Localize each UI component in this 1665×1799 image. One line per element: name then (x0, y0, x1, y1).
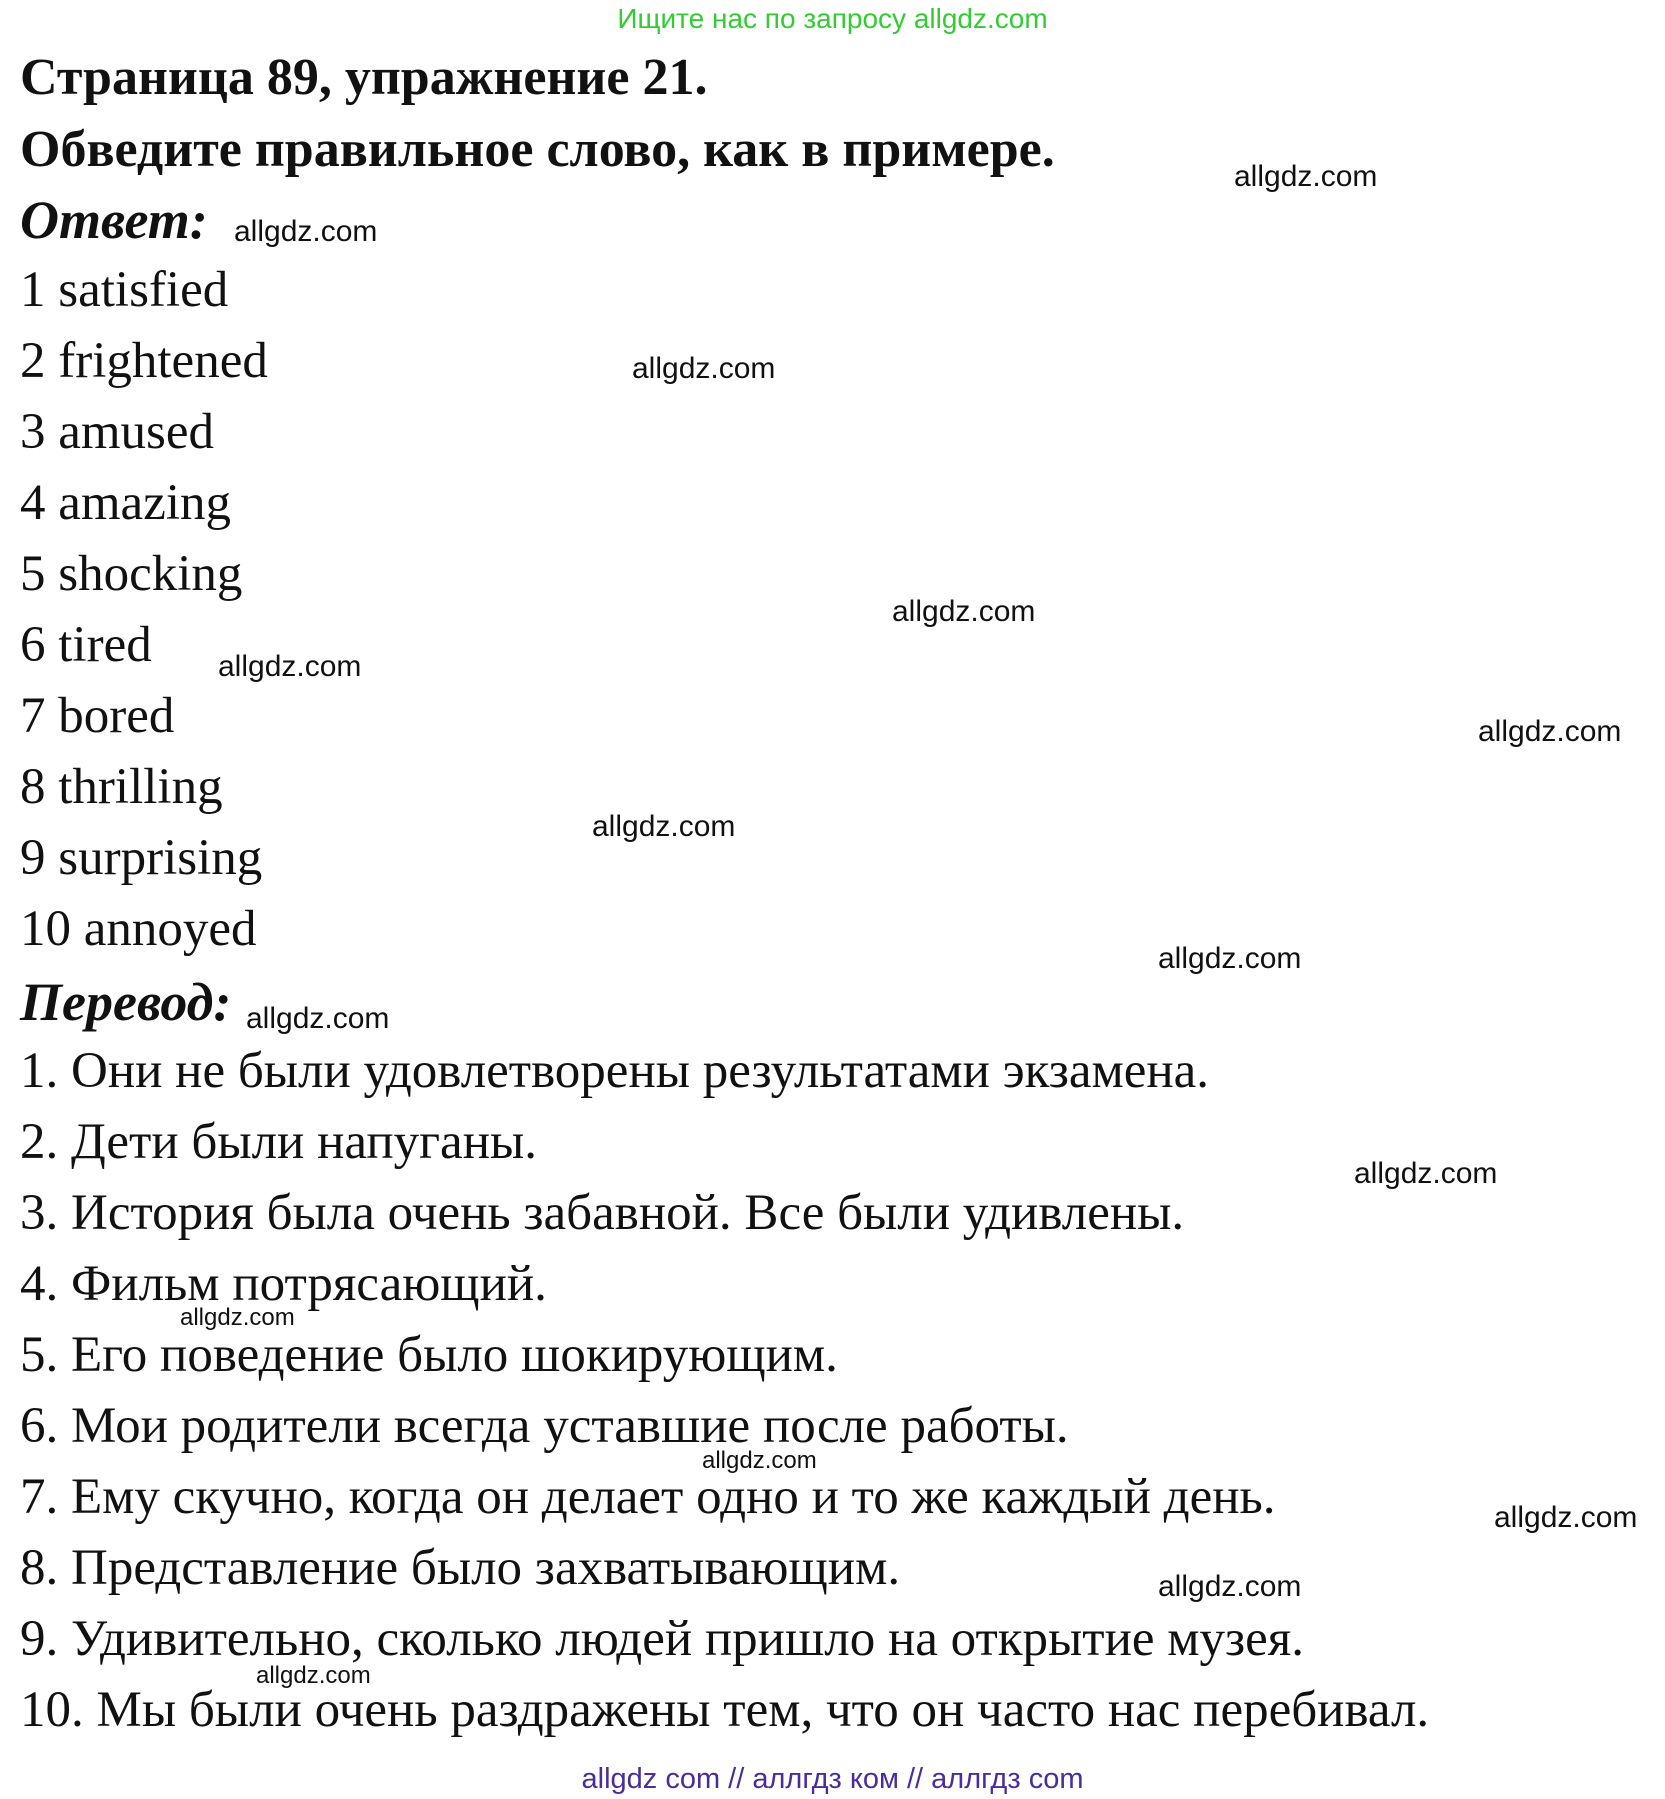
watermark: allgdz.com (892, 595, 1036, 628)
translation-item: 4. Фильм потрясающий. (20, 1256, 547, 1312)
page-title: Страница 89, упражнение 21. (20, 49, 708, 106)
translation-item: 3. История была очень забавной. Все были удивлены. (20, 1185, 1185, 1241)
watermark: allgdz.com (632, 352, 776, 385)
translation-item: 1. Они не были удовлетворены результатами экзамена. (20, 1043, 1210, 1099)
answer-heading: Ответ: (20, 190, 208, 250)
translation-heading: Перевод: (20, 972, 232, 1032)
translation-item: 6. Мои родители всегда уставшие после работы. (20, 1398, 1069, 1454)
watermark: allgdz.com (246, 1002, 390, 1035)
translation-item: 7. Ему скучно, когда он делает одно и то же каждый день. (20, 1469, 1276, 1525)
answer-item: 7 bored (20, 688, 175, 744)
translation-item: 2. Дети были напуганы. (20, 1114, 537, 1170)
watermark: allgdz.com (256, 1662, 371, 1689)
watermark: allgdz.com (234, 215, 378, 248)
top-banner: Ищите нас по запросу allgdz.com (617, 3, 1048, 34)
answer-item: 1 satisfied (20, 262, 229, 318)
watermark: allgdz.com (1494, 1501, 1638, 1534)
watermark: allgdz.com (1354, 1157, 1498, 1190)
answer-item: 8 thrilling (20, 759, 223, 815)
translation-item: 8. Представление было захватывающим. (20, 1540, 901, 1596)
watermark: allgdz.com (1234, 160, 1378, 193)
answer-item: 5 shocking (20, 546, 243, 602)
watermark: allgdz.com (702, 1447, 817, 1474)
footer: allgdz com // аллгдз ком // аллгдз com (581, 1763, 1084, 1795)
answer-item: 2 frightened (20, 333, 268, 389)
translation-item: 10. Мы были очень раздражены тем, что он часто нас перебивал. (20, 1682, 1430, 1738)
watermark: allgdz.com (1158, 942, 1302, 975)
answer-item: 10 annoyed (20, 901, 257, 957)
watermark: allgdz.com (1478, 715, 1622, 748)
translation-item: 5. Его поведение было шокирующим. (20, 1327, 838, 1383)
task-instruction: Обведите правильное слово, как в примере. (20, 121, 1055, 178)
watermark: allgdz.com (592, 810, 736, 843)
answer-item: 9 surprising (20, 830, 263, 886)
answer-item: 3 amused (20, 404, 215, 460)
watermark: allgdz.com (1158, 1570, 1302, 1603)
watermark: allgdz.com (218, 650, 362, 683)
translation-item: 9. Удивительно, сколько людей пришло на открытие музея. (20, 1611, 1305, 1667)
answer-item: 6 tired (20, 617, 152, 673)
watermark: allgdz.com (180, 1304, 295, 1331)
answer-item: 4 amazing (20, 475, 231, 531)
